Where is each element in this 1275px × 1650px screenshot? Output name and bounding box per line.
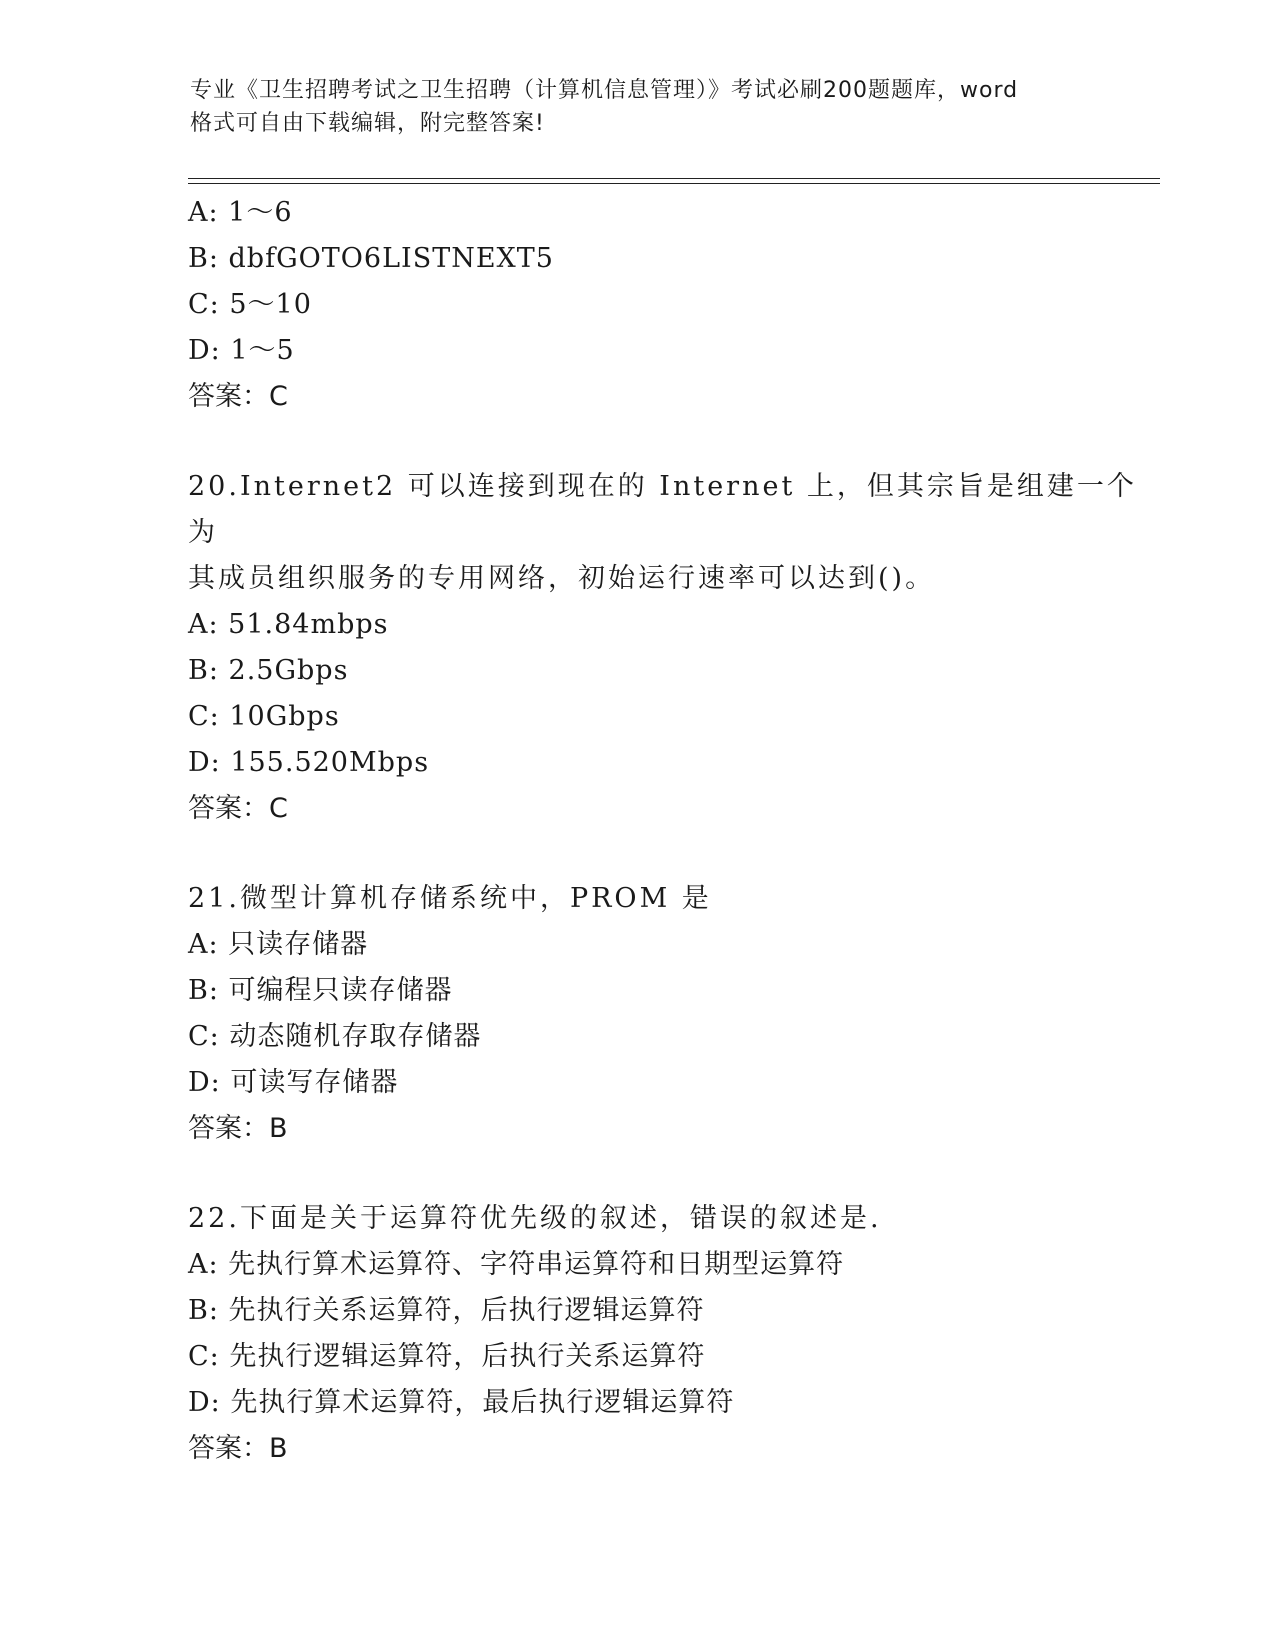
- header-divider-thin: [188, 183, 1160, 184]
- answer-line: 答案：C: [188, 793, 288, 824]
- answer-line: 答案：B: [188, 1433, 288, 1464]
- option-d: D: 155.520Mbps: [188, 747, 430, 778]
- question-list: [188, 190, 1148, 1472]
- question-stem-line-1: 20.Internet2 可以连接到现在的 Internet 上，但其宗旨是组建一个为: [188, 471, 1137, 548]
- option-a: A: 1～6: [188, 197, 293, 228]
- header-title-line-2: 格式可自由下载编辑，附完整答案!: [190, 111, 545, 136]
- header-title-line-1: 专业《卫生招聘考试之卫生招聘（计算机信息管理）》考试必刷200题题库，word: [190, 78, 1019, 103]
- spacer: [188, 420, 1148, 464]
- option-b: B: 2.5Gbps: [188, 655, 349, 686]
- option-b: B: dbfGOTO6LISTNEXT5: [188, 243, 554, 274]
- option-d: D: 1～5: [188, 335, 295, 366]
- question-block-22: [188, 1196, 1148, 1472]
- option-d: D: 先执行算术运算符，最后执行逻辑运算符: [188, 1387, 735, 1418]
- question-block-20: [188, 464, 1148, 832]
- spacer: [188, 832, 1148, 876]
- document-header: [190, 74, 1090, 140]
- spacer: [188, 1152, 1148, 1196]
- question-block-21: [188, 876, 1148, 1152]
- question-stem-line-2: 其成员组织服务的专用网络，初始运行速率可以达到()。: [188, 563, 936, 594]
- option-b: B: 先执行关系运算符，后执行逻辑运算符: [188, 1295, 705, 1326]
- header-divider: [188, 178, 1160, 179]
- option-c: C: 5～10: [188, 289, 312, 320]
- answer-line: 答案：B: [188, 1113, 288, 1144]
- option-c: C: 先执行逻辑运算符，后执行关系运算符: [188, 1341, 706, 1372]
- question-stem-line-1: 22.下面是关于运算符优先级的叙述，错误的叙述是.: [188, 1203, 882, 1234]
- option-a: A: 先执行算术运算符、字符串运算符和日期型运算符: [188, 1249, 845, 1280]
- answer-line: 答案：C: [188, 381, 288, 412]
- option-c: C: 10Gbps: [188, 701, 340, 732]
- question-stem-line-1: 21.微型计算机存储系统中，PROM 是: [188, 883, 712, 914]
- option-a: A: 51.84mbps: [188, 609, 389, 640]
- option-b: B: 可编程只读存储器: [188, 975, 453, 1006]
- question-block-19: [188, 190, 1148, 420]
- option-a: A: 只读存储器: [188, 929, 369, 960]
- option-c: C: 动态随机存取存储器: [188, 1021, 482, 1052]
- option-d: D: 可读写存储器: [188, 1067, 399, 1098]
